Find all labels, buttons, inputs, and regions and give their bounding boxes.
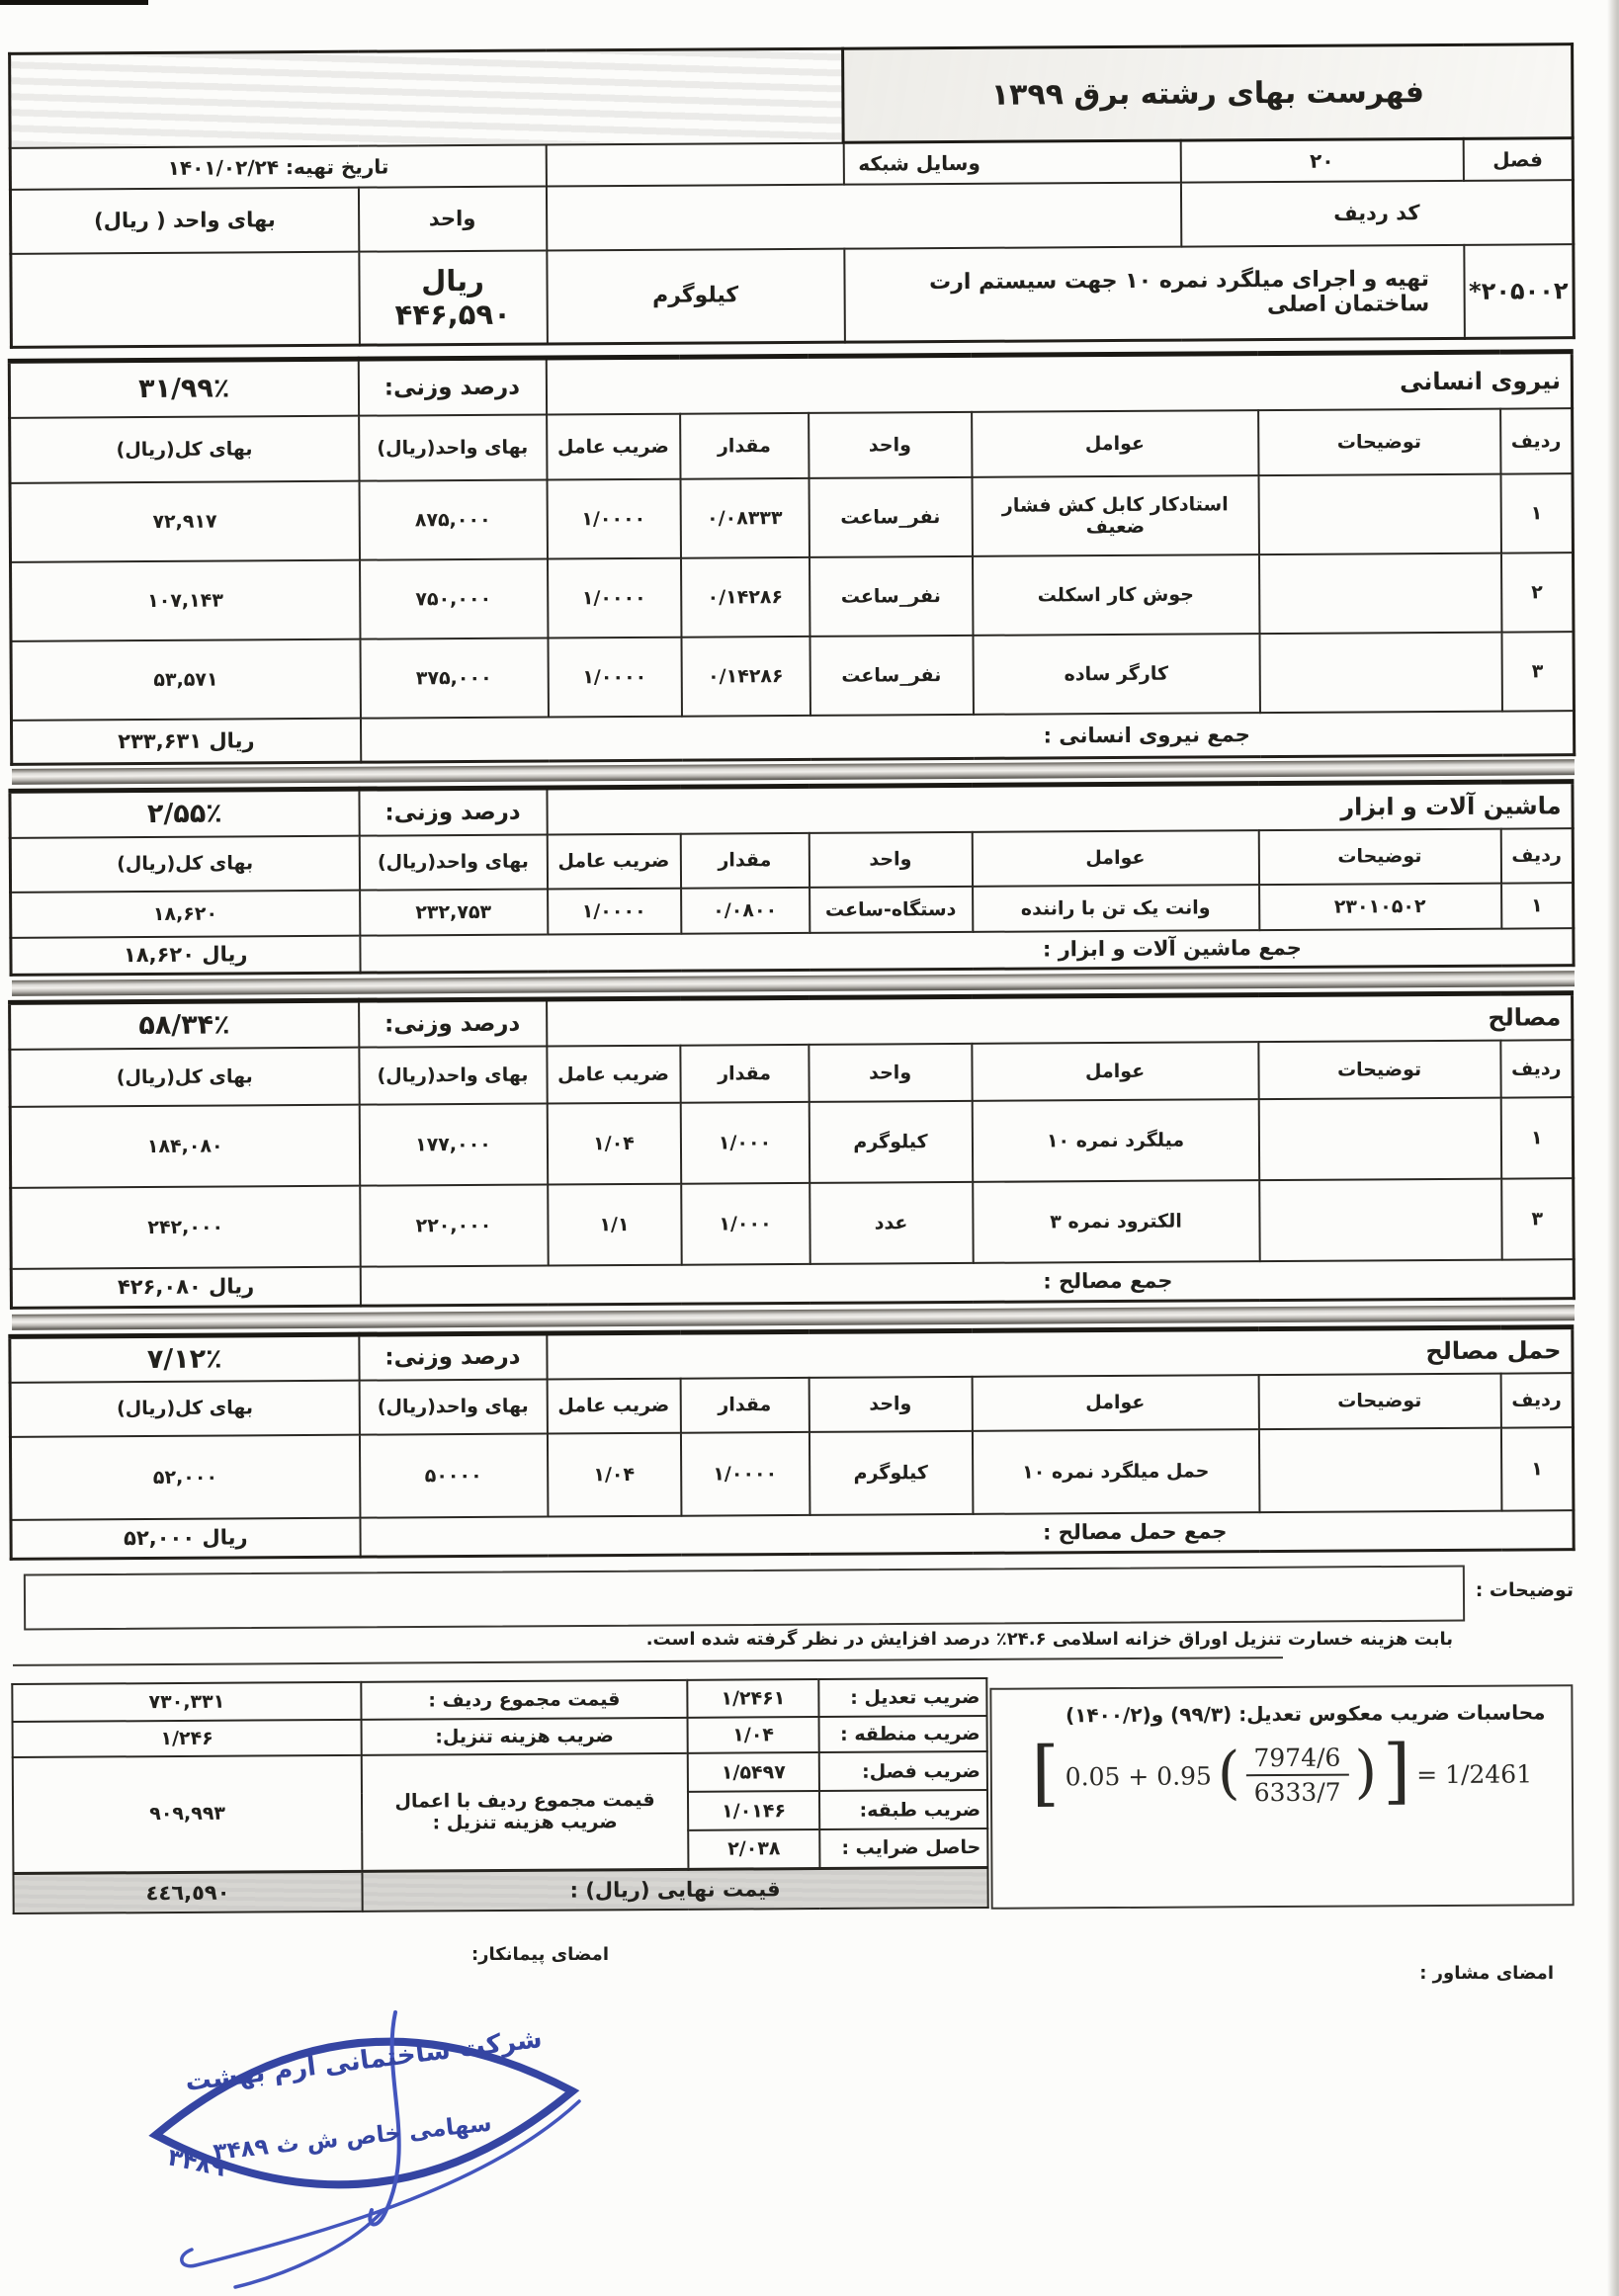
section-sum-value: ریال ۲۳۳,۶۳۱ [11,718,360,764]
consultant-signature-label: امضای مشاور : [1419,1963,1554,1984]
section-title: نیروی انسانی [1399,366,1562,395]
item-code: *۲۰۵۰۰۲ [1464,244,1575,339]
cell-row-no: ۳ [1501,632,1574,711]
table-row [11,632,1575,721]
weight-percent-value: ۲/۵۵٪ [10,789,359,837]
table-row [11,1178,1575,1269]
cell-row-no: ۳ [1501,1178,1574,1259]
cell-coef: ۱/۰۴ [547,1432,681,1516]
coef-product-label: حاصل ضرایب : [819,1828,987,1868]
table-row [10,553,1574,641]
col-header-notes: توضیحات [1258,408,1500,474]
coef-product-value: ۲/۰۳۸ [688,1829,819,1869]
cell-unit-price: ۲۲۰,۰۰۰ [360,1184,548,1266]
formula-fraction: $\frac{7974/6}{6333/7}$ [1245,1743,1348,1808]
col-header-unit: واحد [809,1376,972,1431]
cell-row-no: ۱ [1500,1097,1573,1178]
notes-underline [13,1657,1283,1666]
cell-factor: کارگر ساده [973,634,1259,715]
col-header-quantity: مقدار [680,832,809,888]
cell-quantity: ۰/۱۴۲۸۶ [681,636,810,716]
item-description: تهیه و اجرای میلگرد نمره ۱۰ جهت سیستم ارت ساختمان اصلی [844,244,1465,342]
final-price-label: قیمت نهایی (ریال) : [362,1867,987,1912]
notes-text: بابت هزینه خسارت تنزیل اوراق خزانه اسلامی ۲۴.۶٪ درصد افزایش در نظر گرفته شده است. [645,1629,1453,1650]
chapter-value: ۲۰ [1180,138,1463,182]
cell-unit: نفر_ساعت [809,555,972,636]
item-unit: کیلوگرم [547,248,845,344]
notes-box [24,1566,1465,1631]
cell-quantity: ۱/۰۰۰ [680,1101,809,1183]
section-sum-label: جمع نیروی انسانی : [360,711,1574,763]
cell-factor: الکترود نمره ۳ [973,1180,1259,1263]
weight-percent-label: درصد وزنی: [358,358,546,415]
unit-label: واحد [358,186,546,251]
cell-notes [1258,553,1500,633]
cell-notes: ۲۳۰۱۰۵۰۲ [1259,883,1501,929]
table-row [10,1427,1574,1520]
cell-total: ۱۸۴,۰۸۰ [10,1104,359,1187]
section-table-machines-tools [8,779,1575,977]
col-header-factor-coef: ضریب عامل [547,1045,680,1103]
col-header-quantity: مقدار [680,1044,809,1102]
row-code-label: کد ردیف [1180,180,1573,246]
row-total-with-discount-value: ۹۰۹,۹۹۳ [13,1755,363,1873]
col-header-quantity: مقدار [680,412,809,478]
unit-price-label: بهای واحد ( ریال) [10,187,358,253]
stamp-registration-number: ۳۴۸۹ [165,2143,228,2182]
col-header-unit-price: بهای واحد(ریال) [359,1046,547,1104]
class-coef-label: ضریب طبقه: [819,1790,987,1829]
calculation-table [11,1677,988,1914]
section-table-human-resources [8,349,1576,766]
cell-quantity: ۱/۰۰۰ [681,1182,810,1264]
cell-coef: ۱/۰۰۰۰ [547,478,681,558]
chapter-coef-label: ضریب فصل: [819,1751,987,1791]
col-header-total-price: بهای کل(ریال) [10,1047,359,1106]
contractor-signature-label: امضای پیمانکار: [470,1944,609,1965]
table-row [10,473,1574,562]
col-header-factors: عوامل [972,830,1258,887]
chapter-name: وسایل شبکه [843,140,1180,184]
section-sum-value: ریال ۴۲۶,۰۸۰ [11,1266,360,1308]
weight-percent-label: درصد وزنی: [359,788,547,835]
item-unit-price: ریال ۴۴۶,۵۹۰ [359,250,548,345]
adjust-coef-label: ضریب تعدیل : [818,1678,986,1717]
cell-total: ۵۲,۰۰۰ [10,1434,360,1519]
col-header-notes: توضیحات [1258,828,1500,884]
cell-quantity: ۰/۰۸۰۰ [681,887,810,933]
cell-coef: ۱/۰۴ [547,1102,681,1184]
region-coef-label: ضریب منطقه : [819,1716,987,1752]
col-header-notes: توضیحات [1258,1040,1500,1098]
cell-total: ۲۴۲,۰۰۰ [11,1185,360,1268]
cell-notes [1258,473,1500,553]
col-header-unit-price: بهای واحد(ریال) [359,414,547,480]
col-header-factors: عوامل [972,1375,1258,1431]
scan-artifact-right-edge [1607,0,1619,2296]
cell-quantity: ۰/۱۴۲۸۶ [680,556,809,637]
cell-coef: ۱/۰۰۰۰ [547,557,681,638]
class-coef-value: ۱/۰۱۴۶ [688,1791,819,1830]
col-header-row-no: ردیف [1500,1040,1573,1097]
col-header-row-no: ردیف [1500,1373,1573,1427]
cell-factor: استادکار کابل کش فشار ضعیف [972,475,1258,556]
cell-total: ۷۲,۹۱۷ [10,480,359,561]
col-header-unit: واحد [809,411,972,477]
cell-unit: نفر_ساعت [810,635,973,715]
section-sum-label: جمع ماشین آلات و ابزار : [360,928,1574,974]
final-price-value: ٤٤٦,٥٩٠ [13,1871,362,1913]
stamp-company-name: شرکت ساختمانی ارم بهشت [183,2023,545,2098]
header-table [8,43,1576,349]
header-empty-cell [10,48,844,147]
cell-unit: نفر_ساعت [809,476,972,556]
cell-coef: ۱/۰۰۰۰ [548,637,682,717]
discount-coef-label: ضریب هزینه تنزیل: [362,1718,688,1755]
weight-percent-label: درصد وزنی: [358,999,546,1047]
inverse-coef-title: محاسبات ضریب معکوس تعدیل: (۹۹/۳) و(۱۴۰۰/۲) [1065,1700,1546,1728]
cell-factor: جوش کار اسکلت [972,554,1258,636]
section-table-materials [8,990,1576,1310]
cell-quantity: ۰/۰۸۳۳۳ [680,477,809,557]
prepared-date: تاریخ تهیه: ۱۴۰۱/۰۲/۲۴ [10,144,546,189]
cell-coef: ۱/۱ [548,1183,682,1265]
cell-notes [1258,1427,1501,1511]
stamp-company-type: سهامی خاص ش ث ۳۴۸۹ [212,2110,493,2166]
row-total-with-discount-label: قیمت مجموع ردیف با اعمال ضریب هزینه تنزیل : [362,1753,689,1871]
col-header-total-price: بهای کل(ریال) [10,835,359,892]
weight-percent-label: درصد وزنی: [359,1333,547,1380]
cell-unit: عدد [810,1181,973,1263]
cell-unit: دستگاه-ساعت [810,886,973,932]
section-title: حمل مصالح [1425,1336,1562,1366]
description-header-cell [546,182,1180,250]
col-header-row-no: ردیف [1500,828,1573,883]
scan-artifact-top [0,0,148,5]
cell-notes [1258,1097,1500,1179]
col-header-unit-price: بهای واحد(ریال) [359,834,547,890]
notes-label: توضیحات : [1475,1579,1574,1601]
discount-coef-value: ۱/۲۴۶ [13,1720,362,1757]
col-header-total-price: بهای کل(ریال) [10,415,359,482]
cell-total: ۱۸,۶۲۰ [11,890,360,937]
col-header-unit: واحد [809,831,972,887]
weight-percent-value: ۳۱/۹۹٪ [9,359,358,417]
cell-notes [1259,1178,1501,1260]
inverse-coef-formula: [ 0.05 + 0.95 ( $\frac{7974/6}{6333/7}$ ) ] = 1/2461 [1031,1729,1533,1815]
section-sum-value: ریال ۵۲,۰۰۰ [11,1517,360,1559]
weight-percent-value: ۵۸/۳۴٪ [9,1000,358,1049]
cell-total: ۵۳,۵۷۱ [11,638,360,720]
section-table-material-transport [8,1324,1575,1561]
chapter-label: فصل [1463,138,1573,181]
chapter-coef-value: ۱/۵۴۹۷ [688,1752,819,1792]
col-header-factor-coef: ضریب عامل [547,833,680,889]
cell-row-no: ۱ [1501,883,1574,928]
cell-notes [1259,632,1501,712]
col-header-unit-price: بهای واحد(ریال) [359,1379,547,1434]
cell-row-no: ۲ [1500,553,1573,632]
cell-factor: میلگرد نمره ۱۰ [972,1099,1258,1182]
col-header-factor-coef: ضریب عامل [547,413,680,479]
cell-row-no: ۱ [1500,473,1573,553]
section-title: ماشین آلات و ابزار [1340,791,1562,821]
col-header-total-price: بهای کل(ریال) [10,1380,359,1436]
cell-total: ۱۰۷,۱۴۳ [10,559,359,640]
section-sum-label: جمع حمل مصالح : [360,1510,1574,1558]
cell-factor: وانت یک تن با راننده [973,885,1259,932]
col-header-factors: عوامل [972,410,1258,477]
company-stamp [136,2006,591,2296]
col-header-unit: واحد [809,1043,972,1101]
row-total-value: ۷۳۰,۳۳۱ [12,1682,361,1722]
section-sum-value: ریال ۱۸,۶۲۰ [11,935,360,975]
section-title: مصالح [1488,1002,1562,1032]
col-header-quantity: مقدار [680,1377,809,1432]
col-header-notes: توضیحات [1258,1373,1500,1428]
cell-factor: حمل میلگرد نمره ۱۰ [972,1429,1259,1514]
col-header-row-no: ردیف [1500,408,1573,473]
weight-percent-value: ۷/۱۲٪ [10,1334,359,1382]
table-row [10,1097,1574,1188]
cell-unit: کیلوگرم [809,1430,973,1514]
cell-unit-price: ۱۷۷,۰۰۰ [359,1103,547,1185]
cell-unit: کیلوگرم [809,1100,972,1182]
cell-coef: ۱/۰۰۰۰ [548,888,681,934]
col-header-factors: عوامل [972,1042,1258,1101]
header-empty-cell [546,142,843,186]
inverse-coef-box [989,1684,1574,1910]
cell-unit-price: ۲۳۲,۷۵۳ [360,889,548,935]
adjust-coef-value: ۱/۲۴۶۱ [687,1679,818,1718]
region-coef-value: ۱/۰۴ [688,1717,819,1753]
page-title: فهرست بهای رشته برق ۱۳۹۹ [843,44,1574,143]
cell-unit-price: ۳۷۵,۰۰۰ [360,638,548,718]
row-total-label: قیمت مجموع ردیف : [361,1680,687,1720]
cell-unit-price: ۷۵۰,۰۰۰ [359,558,547,638]
cell-row-no: ۱ [1500,1427,1574,1510]
col-header-factor-coef: ضریب عامل [547,1378,680,1433]
cell-quantity: ۱/۰۰۰۰ [680,1431,810,1515]
section-sum-label: جمع مصالح : [360,1259,1574,1307]
cell-unit-price: ۵۰۰۰۰ [359,1433,548,1517]
cell-unit-price: ۸۷۵,۰۰۰ [359,479,547,559]
